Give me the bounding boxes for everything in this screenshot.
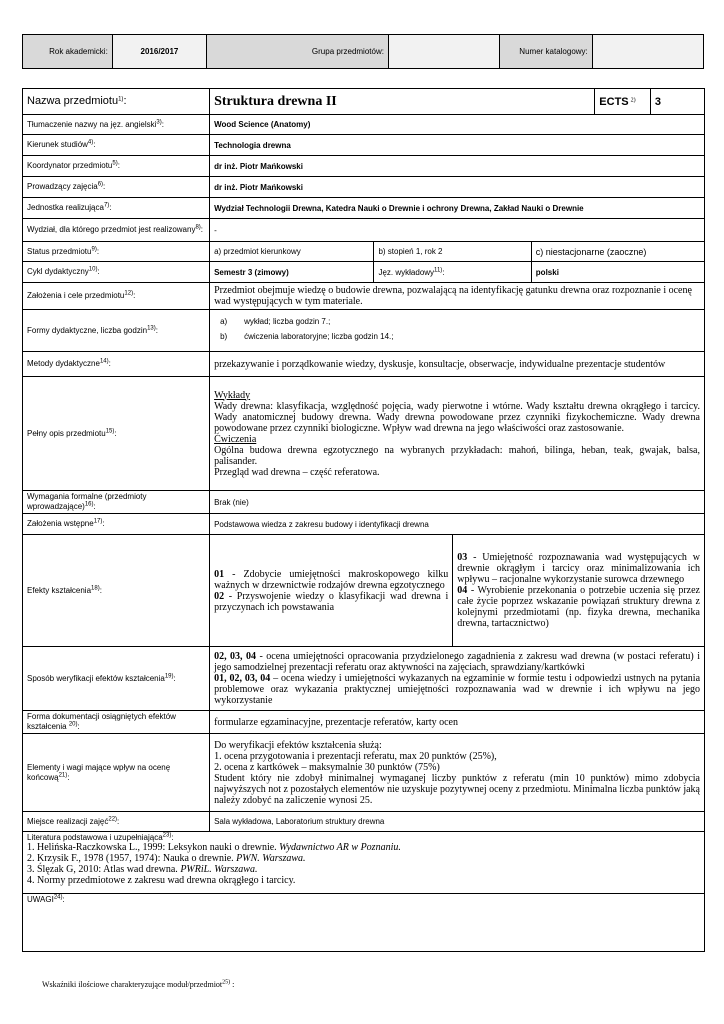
formy-list [214,317,700,341]
efekty-left [210,535,453,647]
literatura-item: 2. Krzysik F., 1978 (1957, 1974): Nauka o drewnie. PWN. Warszawa. [27,853,306,864]
row-weryfikacja: Sposób weryfikacji efektów kształcenia$^{19)}$: 02, 03, 04 - ocena umiejętności opracowania przydzielonego zagadnienia z zakresu wad drewna (w postaci referatu) i jego samodzielnej prezentacji referatu oraz aktywności na zajęciach, sprawdziany/kartkówki 01, 02, 03, 04 – ocena wiedzy i umiejętności wykazanych na egzaminie w formie testu i odpowiedzi ustnych na pytania problemowe oraz wykazania praktycznej umiejętności rozpoznawania wad w drewnie i ich wpływu na jego wykorzystanie [23,647,705,711]
header-table [22,34,704,69]
literatura-label: Literatura podstawowa i uzupełniająca$^{23)}$: [27,832,174,842]
row-wstepne: Założenia wstępne$^{17)}$: Podstawowa wiedza z zakresu budowy i identyfikacji drewna [23,514,705,535]
elementy-line-1: Do weryfikacji efektów kształcenia służą: [214,739,382,751]
efekty-right [453,535,705,647]
miejsce-value: Sala wykładowa, Laboratorium struktury drewna [210,812,705,832]
row-formy: Formy dydaktyczne, liczba godzin$^{13)}$: a) wykład; liczba godzin 7.; b) ćwiczenia laboratoryjne; liczba godzin 14.; [23,310,705,352]
row-prowadzacy: Prowadzący zajęcia$^{6)}$: dr inż. Piotr Mańkowski [23,177,705,198]
weryfikacja-2: 01, 02, 03, 04 – ocena wiedzy i umiejętności wykazanych na egzaminie w formie testu i odpowiedzi ustnych na pytania problemowe oraz wykazania praktycznej umiejętności rozpoznawania wad w drewnie i ich wpływu na jego wykorzystanie [214,673,701,706]
nazwa-value: Struktura drewna II [210,89,595,115]
rok-value: 2016/2017 [112,35,206,69]
row-status: Status przedmiotu$^{9)}$: a) przedmiot kierunkowy b) stopień 1, rok 2 c) niestacjonarne (zaoczne) [23,242,705,262]
row-wymagania: Wymagania formalne (przedmioty wprowadzające)$^{16)}$: Brak (nie) [23,491,705,514]
cykl-value: Semestr 3 (zimowy) [210,262,374,283]
grupa-value [388,35,499,69]
row-dokumentacja: Forma dokumentacji osiągniętych efektów kształcenia $^{20)}$: formularze egzaminacyjne, prezentacje referatów, karty ocen [23,711,705,734]
dokumentacja-value: formularze egzaminacyjne, prezentacje referatów, karty ocen [210,711,705,734]
uwagi-label: UWAGI$^{24)}$: [27,894,65,904]
row-jednostka: Jednostka realizująca$^{7)}$: Wydział Technologii Drewna, Katedra Nauki o Drewnie i ochrony Drewna, Zakład Nauki o Drewnie [23,198,705,219]
row-translation: Tłumaczenie nazwy na jęz. angielski$^{3)}$: Wood Science (Anatomy) [23,115,705,135]
translation-value: Wood Science (Anatomy) [210,115,705,135]
elementy-value [210,734,705,812]
weryfikacja-value [210,647,705,711]
row-metody: Metody dydaktyczne$^{14)}$: przekazywanie i porządkowanie wiedzy, dyskusje, konsultacje, obserwacje, indywidualne prezentacje studentów [23,352,705,377]
efekty-04: 04 - Wyrobienie przekonania o potrzebie uczenia się przez całe życie poprzez wskazanie powiązań struktury drewna z kolejnymi przedmiotami (np. fizyka drewna, mechanika drewna, tartacznictwo) [457,585,700,629]
zalozenia-value: Przedmiot obejmuje wiedzę o budowie drewna, pozwalającą na identyfikację gatunku drewna oraz rozpoznanie i ocenę wad występujących w tym materiale. [210,283,705,310]
elementy-line-3: 2. ocena z kartkówek – maksymalnie 30 punktów (75%) [214,761,440,773]
elementy-line-2: 1. ocena przygotowania i prezentacji referatu, max 20 punktów (25%), [214,750,497,762]
literatura-item: 3. Ślęzak G, 2010: Atlas wad drewna. PWRiL. Warszawa. [27,864,258,875]
wstepne-value: Podstawowa wiedza z zakresu budowy i identyfikacji drewna [210,514,705,535]
opis-paragraph-2: Ogólna budowa drewna egzotycznego na wybranych przykładach: mahoń, bilinga, heban, teak, gwajak, balsa, palisander. [214,444,700,467]
row-kierunek: Kierunek studiów$^{4)}$: Technologia drewna [23,135,705,156]
efekty-03: 03 - Umiejętność rozpoznawania wad występujących w drewnie okrągłym i tarcicy oraz minimalizowania ich wpływu – racjonalne wykorzystanie surowca drzewnego [457,552,700,585]
opis-paragraph-3: Przegląd wad drewna – część referatowa. [214,466,380,478]
numer-label: Numer katalogowy: [500,35,593,69]
ects-label: ECTS $^{2)}$ [595,89,651,115]
prowadzacy-value: dr inż. Piotr Mańkowski [210,177,705,198]
opis-value [210,377,705,491]
jednostka-value: Wydział Technologii Drewna, Katedra Nauki o Drewnie i ochrony Drewna, Zakład Nauki o Drewnie [210,198,705,219]
row-nazwa [23,89,705,115]
nazwa-label: Nazwa przedmiotu$^{1)}$: [23,89,210,115]
grupa-label: Grupa przedmiotów: [207,35,389,69]
jezyk-value: polski [531,262,704,283]
numer-value [592,35,703,69]
elementy-line-4: Student który nie zdobył minimalnej wymaganej liczby punktów z referatu (min 10 punktów) mimo zdobycia najwyższych not z pozostałych elementów nie uzyskuje pozytywnej oceny z przedmiotu. Minimalna liczba punktów jaką należy zdobyć na zaliczenie wynosi 25. [214,772,700,806]
row-zalozenia: Założenia i cele przedmiotu$^{12)}$: Przedmiot obejmuje wiedzę o budowie drewna, pozwalającą na identyfikację gatunku drewna oraz rozpoznanie i ocenę wad występujących w tym materiale. [23,283,705,310]
weryfikacja-1: 02, 03, 04 - ocena umiejętności opracowania przydzielonego zagadnienia z zakresu wad drewna (w postaci referatu) i jego samodzielnej prezentacji referatu oraz aktywności na zajęciach, sprawdziany/kartkówki [214,651,700,673]
opis-heading-wyklady: Wykłady [214,389,251,401]
course-table [22,88,705,952]
row-koordynator: Koordynator przedmiotu$^{5)}$: dr inż. Piotr Mańkowski [23,156,705,177]
row-cykl: Cykl dydaktyczny$^{10)}$: Semestr 3 (zimowy) Jęz. wykładowy$^{11)}$: polski [23,262,705,283]
formy-item-a: a) wykład; liczba godzin 7.; [220,317,331,326]
literatura-item: 4. Normy przedmiotowe z zakresu wad drewna okrągłego i tarcicy. [27,875,296,886]
status-a: a) przedmiot kierunkowy [210,242,374,262]
row-wydzial: Wydział, dla którego przedmiot jest realizowany$^{8)}$: - [23,219,705,242]
formy-item-b: b) ćwiczenia laboratoryjne; liczba godzin 14.; [220,332,394,341]
row-efekty: Efekty kształcenia$^{18)}$: 01 - Zdobycie umiejętności makroskopowego kilku ważnych w drzewnictwie rodzajów drewna egzotycznego 02 - Przyswojenie wiedzy o klasyfikacji wad drewna i przyczynach ich powstawania 03 - Umiejętność rozpoznawania wad występujących w drewnie okrągłym i tarcicy oraz minimalizowania ich wpływu – racjonalne wykorzystanie surowca drzewnego 04 - Wyrobienie przekonania o potrzebie uczenia się przez całe życie poprzez wskazanie powiązań struktury drewna z kolejnymi przedmiotami (np. fizyka drewna, mechanika drewna, tartacznictwo) [23,535,705,647]
literatura-item: 1. Helińska-Raczkowska L., 1999: Leksykon nauki o drewnie. Wydawnictwo AR w Poznaniu. [27,842,401,853]
row-literatura [23,832,705,894]
rok-label: Rok akademicki: [23,35,113,69]
wymagania-value: Brak (nie) [210,491,705,514]
ects-value: 3 [650,89,704,115]
row-opis: Pełny opis przedmiotu$^{15)}$: Wykłady Wady drewna: klasyfikacja, względność pojęcia, wady pierwotne i wtórne. Wady kształtu drewna okrągłego i tarcicy. Wady anatomicznej budowy drewna. Wady drewna powodowane przez czynniki fizykochemiczne. Wady drewna powodowane przez czynniki biologiczne. Wpływ wad drewna na jego właściwości oraz zastosowanie. Ćwiczenia Ogólna budowa drewna egzotycznego na wybranych przykładach: mahoń, bilinga, heban, teak, gwajak, balsa, palisander. Przegląd wad drewna – część referatowa. [23,377,705,491]
efekty-02: 02 - Przyswojenie wiedzy o klasyfikacji wad drewna i przyczynach ich powstawania [214,590,449,613]
row-miejsce: Miejsce realizacji zajęć$^{22)}$: Sala wykładowa, Laboratorium struktury drewna [23,812,705,832]
metody-value: przekazywanie i porządkowanie wiedzy, dyskusje, konsultacje, obserwacje, indywidualne prezentacje studentów [210,352,705,377]
wydzial-value: - [210,219,705,242]
footer-note: Wskaźniki ilościowe charakteryzujące moduł/przedmiot$^{25)}$ : [42,979,235,989]
literatura-list [27,842,700,886]
opis-heading-cwiczenia: Ćwiczenia [214,433,257,445]
row-uwagi [23,894,705,952]
efekty-01: 01 - Zdobycie umiejętności makroskopowego kilku ważnych w drzewnictwie rodzajów drewna egzotycznego [214,568,449,591]
status-b: b) stopień 1, rok 2 [374,242,531,262]
kierunek-value: Technologia drewna [210,135,705,156]
status-c: c) niestacjonarne (zaoczne) [531,242,704,262]
koordynator-value: dr inż. Piotr Mańkowski [210,156,705,177]
row-elementy: Elementy i wagi mające wpływ na ocenę końcową$^{21)}$: Do weryfikacji efektów kształcenia służą: 1. ocena przygotowania i prezentacji referatu, max 20 punktów (25%), 2. ocena z kartkówek – maksymalnie 30 punktów (75%) Student który nie zdobył minimalnej wymaganej liczby punktów z referatu (min 10 punktów) mimo zdobycia najwyższych not z pozostałych elementów nie uzyskuje pozytywnej oceny z przedmiotu. Minimalna liczba punktów jaką należy zdobyć na zaliczenie wynosi 25. [23,734,705,812]
opis-paragraph-1: Wady drewna: klasyfikacja, względność pojęcia, wady pierwotne i wtórne. Wady kształtu drewna okrągłego i tarcicy. Wady anatomicznej budowy drewna. Wady drewna powodowane przez czynniki fizykochemiczne. Wady drewna powodowane przez czynniki biologiczne. Wpływ wad drewna na jego właściwości oraz zastosowanie. [214,400,700,434]
jezyk-label: Jęz. wykładowy$^{11)}$: [374,262,531,283]
